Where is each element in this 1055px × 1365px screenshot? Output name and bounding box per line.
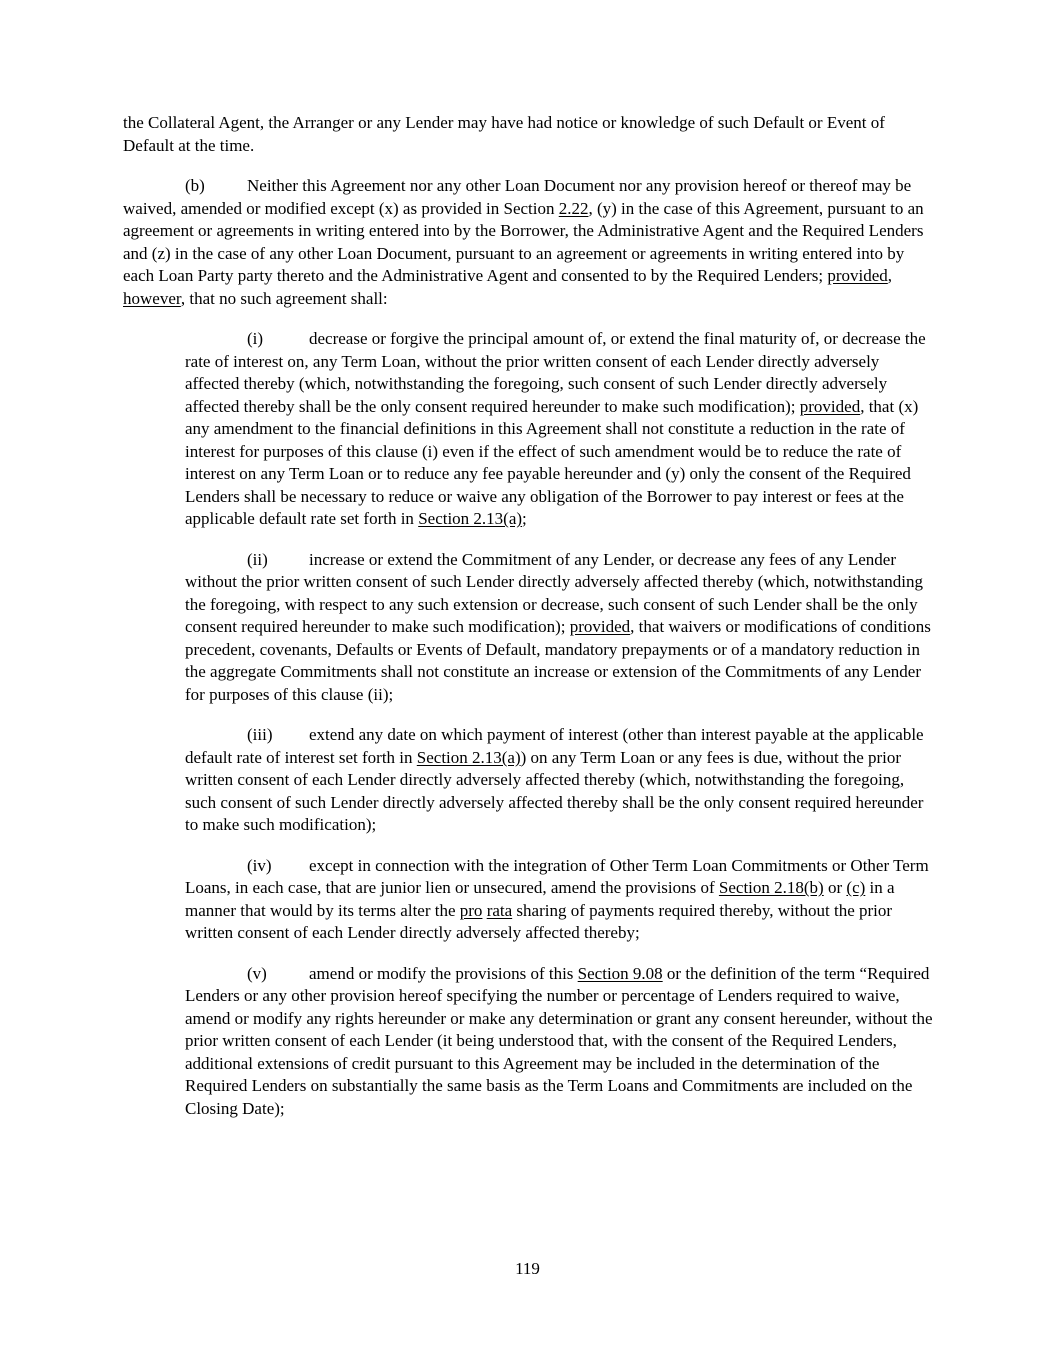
clause-v-run-2: or the definition of the term “Required Lenders or any other provision hereof specifying the number or percentage of Lenders required to waive, amend or modify any rights hereunder or make any determination or grant any consent hereunder, without the prior written consent of each Lender (it being understood that, with the consent of the Required Lenders, additional extensions of credit pursuant to this Agreement may be included in the determination of the Required Lenders on substantially the same basis as the Term Loans and Commitments are included on the Closing Date);	[185, 963, 933, 1118]
paragraph-b-run-1: 2.22	[558, 198, 589, 218]
clause-iii-label: (iii)	[247, 725, 273, 744]
clause-iv-run-7: rata	[486, 900, 513, 920]
clause-iii-run-1: Section 2.13(a)	[416, 747, 521, 767]
clause-v	[185, 963, 933, 1121]
clause-i-run-4: ;	[522, 509, 527, 528]
paragraph-b-run-2: , (y) in the case of this Agreement, pursuant to an agreement or agreements in writing entered into by the Borrower, the Administrative Agent and the Required Lenders and (z) in the case of any other Loan Document, pursuant to an agreement or agreements in writing entered into by each Loan Party party thereto and the Administrative Agent and consented to by the Required Lenders;	[123, 198, 924, 285]
paragraph-b-run-5: however	[123, 288, 181, 308]
clause-iv-label: (iv)	[247, 855, 272, 875]
clause-ii-run-1: provided	[569, 617, 631, 636]
paragraph-b-run-4: ,	[887, 266, 893, 285]
clause-ii-run-0: increase or extend the Commitment of any Lender, or decrease any fees of any Lender without the prior written consent of such Lender directly adversely affected thereby (which, notwithstanding the foregoing, with respect to any such extension or decrease, such consent of such Lender shall be the only consent required hereunder to make such modification);	[185, 549, 924, 636]
clause-i-label: (i)	[247, 329, 264, 348]
clause-v-run-1: Section 9.08	[577, 963, 663, 983]
document-body	[123, 112, 933, 1138]
page-number: 119	[515, 1259, 540, 1278]
clause-iii-run-0: extend any date on which payment of interest (other than interest payable at the applicable default rate of interest set forth in	[185, 725, 924, 767]
clause-i	[185, 328, 933, 531]
clause-iv-run-0: except in connection with the integration of Other Term Loan Commitments or Other Term Loans, in each case, that are junior lien or unsecured, amend the provisions of	[185, 855, 929, 897]
clause-ii-label: (ii)	[247, 549, 268, 569]
clause-ii-run-2: , that waivers or modifications of conditions precedent, covenants, Defaults or Events of Default, mandatory prepayments or of a mandatory reduction in the aggregate Commitments shall not constitute an increase or extension of the Commitments of any Lender for purposes of this clause (ii);	[185, 617, 931, 704]
clause-i-run-2: , that (x) any amendment to the financial definitions in this Agreement shall not constitute a reduction in the rate of interest for purposes of this clause (i) even if the effect of such amendment would be to reduce the rate of interest on any Term Loan or to reduce any fee payable hereunder and (y) only the consent of the Required Lenders shall be necessary to reduce or waive any obligation of the Borrower to pay interest or fees at the applicable default rate set forth in	[185, 396, 919, 528]
clause-iii	[185, 724, 933, 837]
clause-iv-run-4: in a manner that would by its terms alter the	[185, 878, 895, 920]
paragraph-b-label: (b)	[185, 176, 205, 195]
paragraph-continuation	[123, 112, 933, 157]
clause-i-run-0: decrease or forgive the principal amount of, or extend the final maturity of, or decrease the rate of interest on, any Term Loan, without the prior written consent of each Lender directly adversely affected thereby (which, notwithstanding the foregoing, such consent of such Lender directly adversely affected thereby shall be the only consent required hereunder to make such modification);	[185, 329, 926, 416]
clause-iv-run-8: sharing of payments required thereby, without the prior written consent of each Lender directly adversely affected thereby;	[185, 900, 893, 942]
clause-i-run-3: Section 2.13(a)	[418, 509, 523, 528]
clause-iii-run-2: ) on any Term Loan or any fees is due, without the prior written consent of each Lender directly adversely affected thereby (which, notwithstanding the foregoing, such consent of such Lender directly adversely affected thereby shall be the only consent required hereunder to make such modification);	[185, 747, 924, 834]
clause-i-run-1: provided	[799, 396, 861, 416]
clause-v-label: (v)	[247, 963, 267, 983]
clause-iv-run-3: (c)	[846, 878, 866, 897]
clause-iv-run-5: pro	[459, 900, 483, 920]
paragraph-b	[123, 175, 933, 310]
paragraph-continuation-run-0: the Collateral Agent, the Arranger or any Lender may have had notice or knowledge of such Default or Event of Default at the time.	[123, 113, 885, 155]
paragraph-b-run-0: Neither this Agreement nor any other Loan Document nor any provision hereof or thereof may be waived, amended or modified except (x) as provided in Section	[123, 176, 912, 218]
clause-ii	[185, 549, 933, 707]
paragraph-b-run-3: provided	[827, 266, 888, 285]
clause-v-run-0: amend or modify the provisions of this	[309, 963, 578, 983]
clause-iv	[185, 855, 933, 945]
paragraph-b-run-6: , that no such agreement shall:	[180, 288, 388, 308]
clause-iv-run-1: Section 2.18(b)	[718, 878, 824, 897]
clause-iv-run-2: or	[823, 878, 847, 897]
